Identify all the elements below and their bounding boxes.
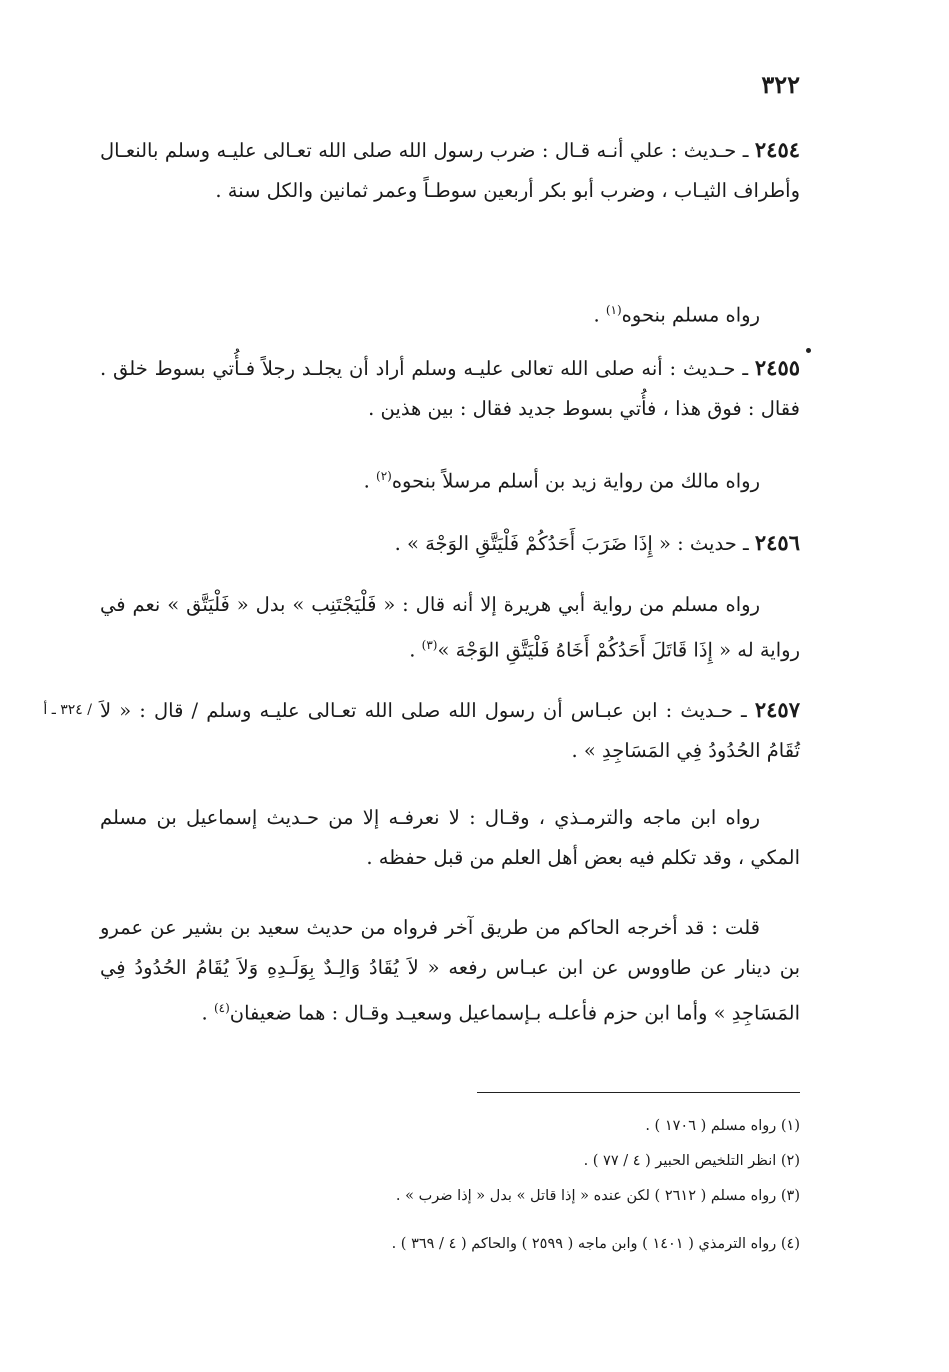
hadith-text: ـ حديث : « إِذَا ضَرَبَ أَحَدُكُمْ فَلْيَتَّقِ الوَجْهَ » . xyxy=(394,532,749,555)
page-number: ٣٢٢ xyxy=(761,70,800,99)
narration-end: . xyxy=(593,303,606,327)
hadith-number: ٢٤٥٧ xyxy=(754,697,800,722)
narration-4 xyxy=(100,798,800,878)
hadith-text: ـ حـديث : علي أنـه قـال : ضرب رسول الله صلى الله تعـالى عليـه وسلم بالنعـال وأطراف الثيـاب ، وضرب أبو بكر أربعين سوطـاً وعمر ثمانين والكل سنة . xyxy=(100,139,800,202)
hadith-number: ٢٤٥٥ xyxy=(754,355,801,380)
footnote-ref-2: (٢) xyxy=(376,469,392,483)
footnote-ref-3: (٣) xyxy=(421,638,438,652)
hadith-2457 xyxy=(100,690,800,771)
narration-text: رواه مالك من رواية زيد بن أسلم مرسلاً بنحوه xyxy=(391,469,760,493)
footnote-4: (٤) رواه الترمذي ( ١٤٠١ ) وابن ماجه ( ٢٥٩٩ ) والحاكم ( ٤ / ٣٦٩ ) . xyxy=(391,1236,800,1252)
hadith-text: ـ حـديث : ابن عبـاس أن رسول الله صلى الله تعـالى عليـه وسلم / قال : « لاَ تُقَامُ الحُدُودُ فِي المَسَاجِدِ » . xyxy=(100,699,800,762)
hadith-2455 xyxy=(100,348,800,429)
footnote-1: (١) رواه مسلم ( ١٧٠٦ ) . xyxy=(645,1118,800,1134)
narration-2 xyxy=(100,456,800,502)
narration-end: . xyxy=(409,638,422,662)
narration-3 xyxy=(100,585,800,671)
narration-1 xyxy=(100,290,800,336)
hadith-number: ٢٤٥٦ xyxy=(754,530,800,555)
hadith-text: ـ حـديث : أنه صلى الله تعالى عليـه وسلم أراد أن يجلـد رجلاً فـأُتي بسوط خلق . فقال : فوق هذا ، فأُتي بسوط جديد فقال : بين هذين . xyxy=(100,357,800,420)
hadith-2454 xyxy=(100,130,800,211)
comment-end: . xyxy=(201,1001,214,1025)
hadith-2456 xyxy=(100,523,800,564)
narration-end: . xyxy=(363,469,377,493)
hadith-number: ٢٤٥٤ xyxy=(754,137,801,162)
footnote-2: (٢) انظر التلخيص الحبير ( ٤ / ٧٧ ) . xyxy=(583,1153,800,1169)
author-comment xyxy=(100,908,800,1034)
margin-mark xyxy=(806,348,811,353)
comment-text: قلت : قد أخرجه الحاكم من طريق آخر فرواه من حديث سعيد بن بشير عن عمرو بن دينار عن طاووس عن ابن عبـاس رفعه « لاَ يُقَادُ وَالِـدٌ بِوَلَـدِهِ وَلاَ يُقَامُ الحُدُودُ فِي المَسَاجِدِ » وأما ابن حزم فأعلـه بـإسماعيل وسعيـد وقـال : هما ضعيفان xyxy=(100,916,800,1025)
narration-text: رواه مسلم بنحوه xyxy=(621,303,760,327)
narration-text: رواه مسلم من رواية أبي هريرة إلا أنه قال : « فَلْيَجْتَنِب » بدل « فَلْيَتَّق » نعم في رواية له « إِذَا قَاتَلَ أَحَدُكُمْ أَخَاهُ فَلْيَتَّقِ الوَجْهَ » xyxy=(100,593,800,662)
narration-text: رواه ابن ماجه والترمـذي ، وقـال : لا نعرفـه إلا من حـديث إسماعيل بن مسلم المكي ، وقد تكلم فيه بعض أهل العلم من قبل حفظه . xyxy=(100,806,800,869)
footnote-separator xyxy=(477,1092,800,1093)
footnote-3: (٣) رواه مسلم ( ٢٦١٢ ) لكن عنده « إذا قاتل » بدل « إذا ضرب » . xyxy=(395,1188,800,1204)
margin-reference: / ٣٢٤ ـ أ xyxy=(43,702,92,718)
footnote-ref-4: (٤) xyxy=(213,1001,230,1015)
footnote-ref-1: (١) xyxy=(605,303,622,317)
